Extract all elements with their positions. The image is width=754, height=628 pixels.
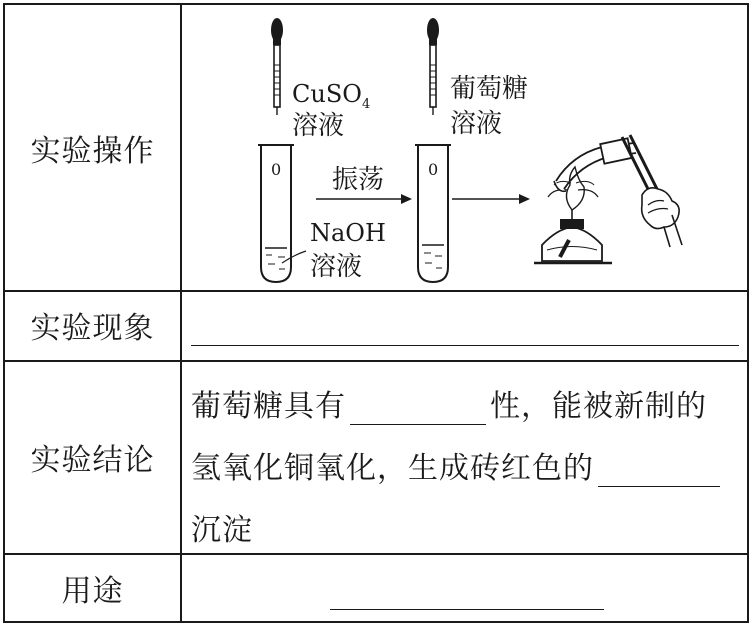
row-label-operation: 实验操作 xyxy=(30,133,155,169)
experiment-table xyxy=(3,3,749,623)
tube-mark: 0 xyxy=(428,160,439,179)
conclusion-line-1 xyxy=(191,381,707,425)
dropper-icon xyxy=(271,18,283,115)
conclusion-text: 性，能被新制的 xyxy=(490,389,707,424)
row-label-phenomenon: 实验现象 xyxy=(30,311,155,346)
reagent1-formula: CuSO$_4$ xyxy=(292,80,371,112)
conclusion-text: 葡萄糖具有 xyxy=(191,389,346,424)
reagent2-name: 葡萄糖 xyxy=(450,74,529,104)
row-label-use: 用途 xyxy=(61,574,124,609)
test-tube-icon xyxy=(258,145,306,282)
base-formula: NaOH xyxy=(310,219,386,247)
use-answer-blank[interactable] xyxy=(330,609,604,610)
tube-mark: 0 xyxy=(271,160,282,179)
dropper-icon xyxy=(427,18,439,115)
base-state: 溶液 xyxy=(310,252,363,282)
row-label-conclusion: 实验结论 xyxy=(30,442,155,478)
reagent1-state: 溶液 xyxy=(292,111,345,141)
alcohol-lamp-heating-icon xyxy=(534,135,682,263)
reagent2-state: 溶液 xyxy=(450,109,503,139)
conclusion-text: 氢氧化铜氧化，生成砖红色的 xyxy=(191,451,594,486)
conclusion-line-2 xyxy=(191,443,720,487)
conclusion-line-3: 沉淀 xyxy=(191,513,253,548)
precipitate-answer-blank[interactable] xyxy=(598,456,720,487)
arrow-head-icon xyxy=(519,194,530,204)
phenomenon-answer-blank[interactable] xyxy=(191,345,739,346)
arrow-head-icon xyxy=(401,194,412,204)
property-answer-blank[interactable] xyxy=(350,394,486,425)
experiment-diagram xyxy=(182,5,747,290)
action-label: 振荡 xyxy=(332,165,385,195)
